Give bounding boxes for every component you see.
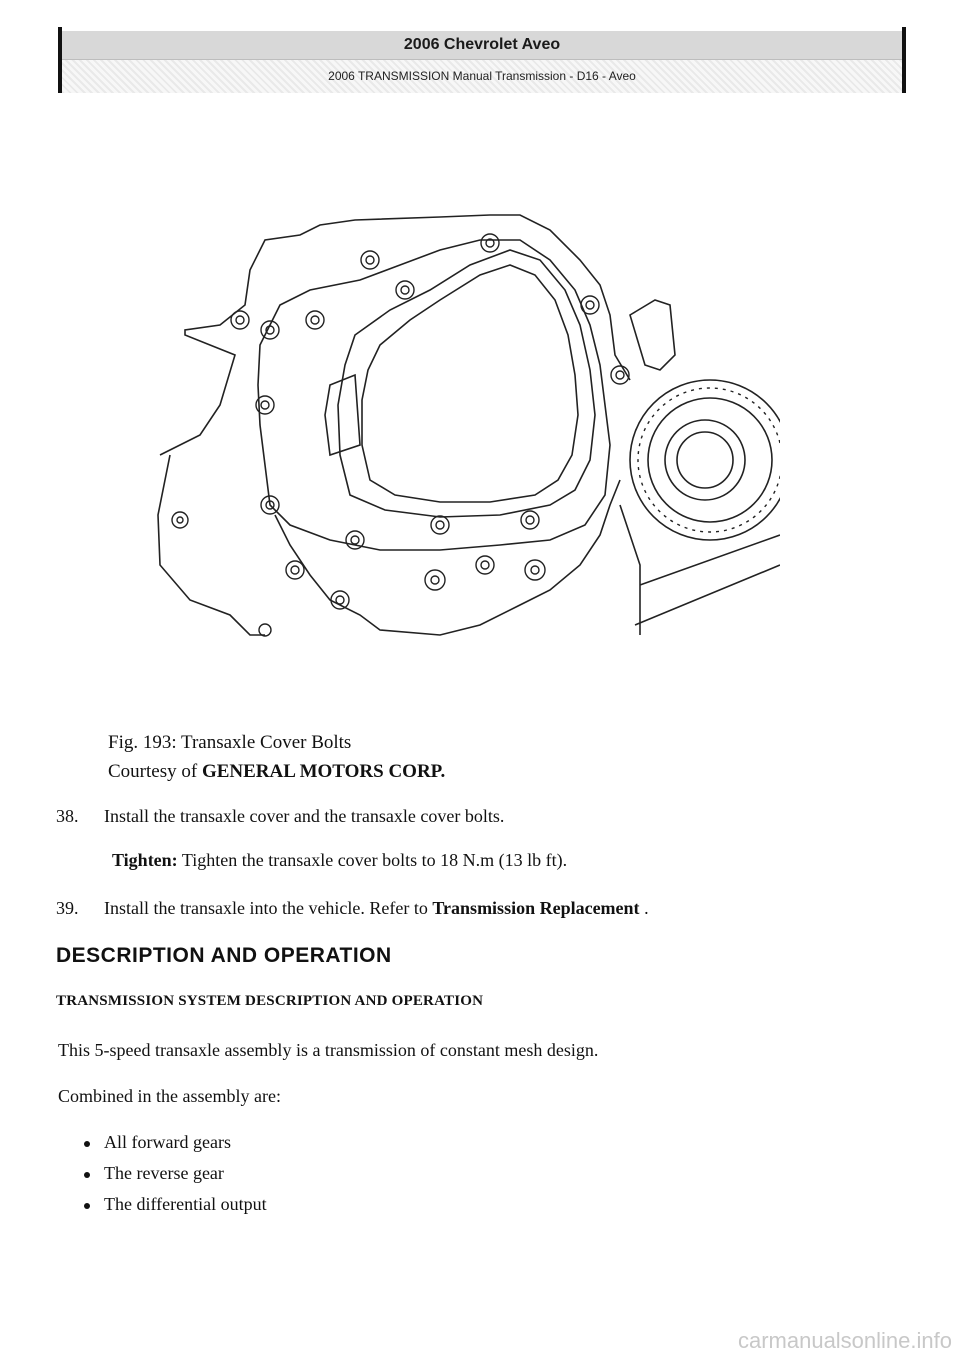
cover-dome-inner [362, 265, 578, 502]
list-item: The reverse gear [84, 1158, 267, 1189]
gear-outer [630, 380, 780, 540]
list-item: The differential output [84, 1189, 267, 1220]
bullet-icon [84, 1172, 90, 1178]
assembly-intro: Combined in the assembly are: [58, 1086, 281, 1106]
bullet-icon [84, 1203, 90, 1209]
housing-outline [158, 215, 630, 635]
step-number: 38. [56, 806, 79, 826]
figure-caption-credit [108, 757, 445, 786]
list-item: All forward gears [84, 1127, 267, 1158]
cover-bolts [172, 234, 629, 636]
step-text: Install the transaxle cover and the transaxle cover bolts. [104, 806, 505, 826]
description-paragraph: This 5-speed transaxle assembly is a transmission of constant mesh design. [58, 1040, 599, 1060]
transaxle-cover-illustration [140, 205, 780, 655]
bearing-center [677, 432, 733, 488]
tighten-label: Tighten: [112, 850, 178, 870]
caption-prefix: Courtesy of [108, 761, 198, 782]
assembly-list [84, 1127, 267, 1220]
step-39 [56, 898, 649, 919]
cover-pocket [325, 375, 360, 455]
section-heading: DESCRIPTION AND OPERATION [56, 944, 392, 967]
caption-company: GENERAL MOTORS CORP. [201, 761, 446, 782]
step-38 [56, 806, 504, 827]
bullet-icon [84, 1141, 90, 1147]
shift-housing [630, 300, 675, 370]
section-subheading: TRANSMISSION SYSTEM DESCRIPTION AND OPERATION [56, 993, 484, 1009]
step-suffix: . [644, 898, 649, 918]
watermark: carmanualsonline.info [737, 1328, 952, 1353]
step-number: 39. [56, 898, 79, 918]
tighten-text: Tighten the transaxle cover bolts to 18 N.m (13 lb ft). [181, 850, 568, 870]
tighten-spec [112, 850, 567, 871]
cover-flange [258, 240, 610, 550]
housing-lower [275, 480, 620, 635]
page-header [58, 27, 906, 93]
figure-caption [108, 728, 445, 786]
transmission-replacement-link[interactable]: Transmission Replacement [432, 898, 640, 918]
gear-inner [648, 398, 772, 522]
figure-caption-title: Fig. 193: Transaxle Cover Bolts [108, 732, 352, 753]
header-title: 2006 Chevrolet Aveo [62, 31, 902, 60]
step-text: Install the transaxle into the vehicle. Refer to [104, 898, 428, 918]
header-subtitle: 2006 TRANSMISSION Manual Transmission - D16 - Aveo [62, 60, 902, 93]
header-right-rule [902, 27, 906, 93]
cover-dome [338, 250, 595, 517]
